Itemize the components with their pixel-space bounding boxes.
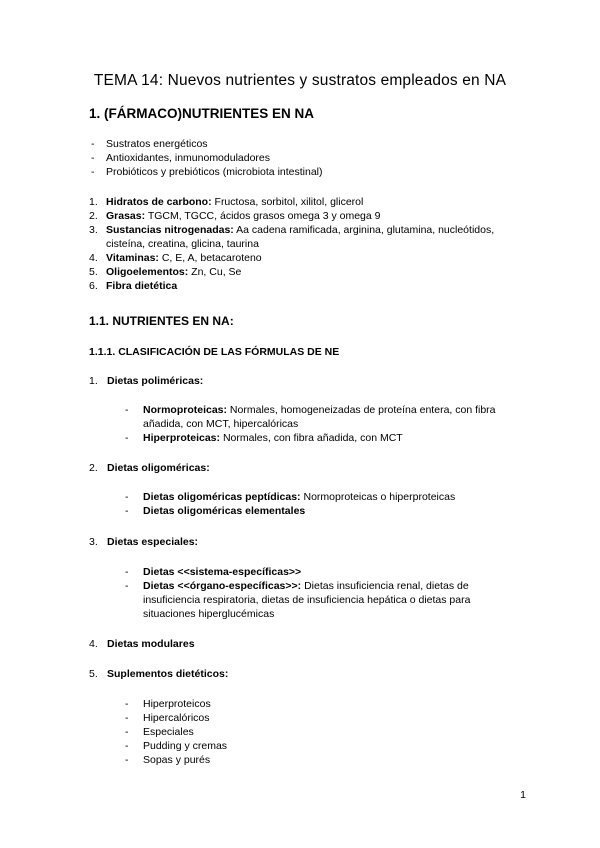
section-suplementos-dieteticos: 5. Suplementos dietéticos: (89, 668, 229, 680)
section-dietas-oligomericas: 2. Dietas oligoméricas: (89, 462, 210, 474)
suplementos-list (125, 697, 525, 767)
heading-clasificacion-formulas: 1.1.1. CLASIFICACIÓN DE LAS FÓRMULAS DE NE (89, 346, 340, 358)
list-item: - Normoproteicas: Normales, homogeneizadas de proteína entera, con fibra añadida, con MCT, hipercalóricas (125, 404, 496, 430)
list-item: - Especiales (125, 726, 194, 738)
list-item: - Sustratos energéticos (91, 138, 208, 150)
list-item: - Hipercalóricos (125, 712, 210, 724)
intro-list (89, 137, 323, 179)
section-dietas-polimericas: 1. Dietas poliméricas: (89, 375, 204, 387)
list-item: - Pudding y cremas (125, 740, 228, 752)
list-item: - Dietas <<órgano-específicas>>: Dietas insuficiencia renal, dietas de insuficiencia respiratoria, dietas de insuficiencia hepática o dietas para situaciones hiperglucémicas (125, 580, 471, 620)
especiales-list (125, 565, 525, 621)
nutrients-list (89, 195, 529, 293)
list-item: - Sopas y purés (125, 754, 211, 766)
heading-farmaconutrientes: 1. (FÁRMACO)NUTRIENTES EN NA (89, 106, 314, 121)
list-item: - Probióticos y prebióticos (microbiota intestinal) (91, 166, 323, 178)
list-item: - Hiperproteicas: Normales, con fibra añadida, con MCT (125, 432, 403, 444)
list-item: - Dietas oligoméricas elementales (125, 505, 306, 517)
list-item: - Dietas oligoméricas peptídicas: Normoproteicas o hiperproteicas (125, 491, 456, 503)
oligomericas-list (125, 490, 525, 518)
list-item: 5. Oligoelementos: Zn, Cu, Se (89, 266, 242, 278)
section-dietas-modulares: 4. Dietas modulares (89, 638, 195, 650)
list-item: 1. Hidratos de carbono: Fructosa, sorbitol, xilitol, glicerol (89, 196, 364, 208)
list-item: - Antioxidantes, inmunomoduladores (91, 152, 271, 164)
list-item: 6. Fibra dietética (89, 280, 178, 292)
polimericas-list (125, 403, 525, 445)
list-item: 3. Sustancias nitrogenadas: Aa cadena ramificada, arginina, glutamina, nucleótidos, cisteína, creatina, glicina, taurina (89, 224, 495, 250)
list-item: - Hiperproteicos (125, 698, 211, 710)
page-number: 1 (520, 789, 526, 801)
document-title: TEMA 14: Nuevos nutrientes y sustratos empleados en NA (93, 72, 507, 89)
list-item: - Dietas <<sistema-específicas>> (125, 566, 302, 578)
section-dietas-especiales: 3. Dietas especiales: (89, 536, 199, 548)
list-item: 4. Vitaminas: C, E, A, betacaroteno (89, 252, 262, 264)
heading-nutrientes-en-na: 1.1. NUTRIENTES EN NA: (89, 314, 234, 328)
list-item: 2. Grasas: TGCM, TGCC, ácidos grasos omega 3 y omega 9 (89, 210, 381, 222)
